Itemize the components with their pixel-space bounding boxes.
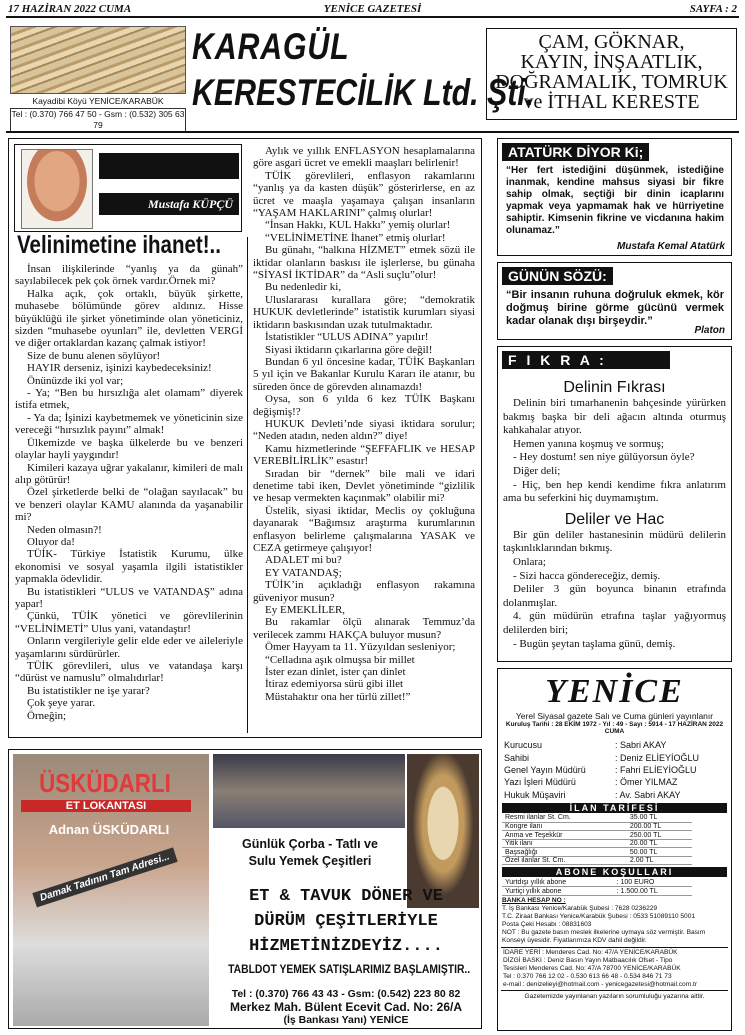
joke-paragraph: Hemen yanına koşmuş ve sormuş; <box>513 437 664 450</box>
fee-row-value: 20.00 TL <box>627 839 692 848</box>
article-paragraph: “İnsan Hakkı, KUL Hakkı” yemiş olurlar! <box>265 219 451 232</box>
article-paragraph: Onların vergileriyle gelir elde eder ve aileleriyle yaşamlarını sürdürürler. <box>15 635 243 660</box>
column-article <box>8 138 482 738</box>
article-paragraph: Bu rakamlar ölçü alınarak Temmuz’da verilecek zammı HAKÇA buluyor musun? <box>253 616 475 641</box>
ad-brand-line1: KARAGÜL <box>192 26 350 67</box>
contact-line: İDARE YERİ : Menderes Cad. No: 47/A YENİCE/KARABÜK <box>503 948 678 956</box>
fee-row-value: 2.00 TL <box>627 856 692 865</box>
contact-info <box>501 947 728 991</box>
joke-title-1: Delinin Fıkrası <box>563 379 666 396</box>
bank-line: T. İş Bankası Yenice/Karabük Şubesi : 7628 0236229 <box>502 904 658 912</box>
restaurant-advertisement <box>8 749 482 1029</box>
article-paragraph: TÜİK- Türkiye İstatistik Kurumu, ülke ekonomisi ve sosyal yaşamla ilgili istatistikler yapmakla ödevlidir. <box>15 548 243 586</box>
article-paragraph: Uluslararası kurallara göre; “demokratik HUKUK devletlerinde” istatistik kurumları siyasi iktidarın baskısından uzak tutulmaktadır. <box>253 293 475 331</box>
contact-line: Tel : 0.370 766 12 02 - 0.530 613 66 48 - 0.534 846 71 73 <box>503 972 672 980</box>
restaurant-photo-2 <box>213 754 405 828</box>
staff-row <box>502 764 727 776</box>
article-paragraph: Üstelik, siyasi iktidar, Meclis oy çokluğuna dayanarak “Bağımsız araştırma kurumlarının enflasyon belirleme çalışmalarına YASAK ve CEZA getirmeye çalışıyor! <box>253 504 475 554</box>
divider <box>6 131 739 133</box>
fee-row-value: 50.00 TL <box>627 848 692 857</box>
article-paragraph: Aylık ve yıllık ENFLASYON hesaplamalarına göre asgari ücret ve emekli maaşları belirlenir! <box>253 145 475 170</box>
issue-date: 17 HAZİRAN 2022 CUMA <box>8 3 132 15</box>
author-photo <box>21 149 93 229</box>
subscription-row <box>502 878 692 887</box>
fee-row-label: Resmi ilanlar St. Cm. <box>502 814 627 823</box>
fee-row <box>502 814 692 823</box>
article-paragraph: Bundan 6 yıl öncesine kadar, TÜİK Başkanları 5 yıl için ve Bakanlar Kurulu Kararı ile atanır, bu süreden önce de görevden alınamazdı! <box>253 355 475 393</box>
article-paragraph: Siyasi iktidarın çıkarlarına göre değil! <box>265 343 433 356</box>
masthead-footer: Gazetemizde yayınlanan yazıların sorumluluğu yazarına aittir. <box>524 992 705 1000</box>
fee-row-label: Başsağlığı <box>502 848 627 857</box>
staff-row-label: Genel Yayın Müdürü <box>504 764 586 775</box>
bank-title: BANKA HESAP NO : <box>502 896 566 904</box>
bank-line: NOT : Bu gazete basın meslek ilkelerine uymaya söz vermiştir. Basım Konseyi üyesidir. Fiyatlarımıza KDV dahil değildir. <box>502 928 706 944</box>
fee-row <box>502 848 692 857</box>
contact-line: e-mail : denizelieyi@hotmail.com - yenicegazetesi@hotmail.com.tr <box>503 980 698 988</box>
staff-row <box>502 751 727 763</box>
bank-accounts <box>498 905 731 945</box>
article-paragraph: Kimileri kazaya uğrar yakalanır, kimileri de malı alıp götürür! <box>15 461 243 486</box>
article-paragraph: Halka açık, çok ortaklı, büyük şirkette, muhasebe bölümünde görev aldınız. Hisse büyüklüğü ile şirket yönetiminde olan yöneticiniz, sizden “muhasebe oyunları” ile, devletten VERGİ ve diğer ortaklardan kazanç çalmak istiyor! <box>15 287 243 350</box>
joke-paragraph: - Bugün şeytan taşlama günü, demiş. <box>513 637 676 650</box>
article-paragraph: Bu nedenledir ki, <box>265 281 342 294</box>
article-paragraph: - Ya; “Ben bu hırsızlığa alet olamam” diyerek istifa etmek, <box>15 387 243 412</box>
tabldot-text: TABLDOT YEMEK SATIŞLARIMIZ BAŞLAMIŞTIR.. <box>228 964 471 976</box>
subscription-row-value: : 1.500.00 TL <box>614 887 692 896</box>
restaurant-logo: ÜSKÜDARLI <box>39 768 171 798</box>
article-paragraph: İster ezan dinlet, ister çan dinlet <box>265 666 406 679</box>
article-paragraph: Bu istatistikleri “ULUS ve VATANDAŞ” adına yapar! <box>15 585 243 610</box>
article-paragraph: Neden olmasın?! <box>27 523 102 536</box>
staff-row-label: Hukuk Müşaviri <box>504 789 566 800</box>
menu-line-1: Günlük Çorba - Tatlı ve <box>242 837 378 851</box>
masthead-issue-info: Kuruluş Tarihi : 28 EKİM 1972 - Yıl : 49 - Sayı : 5914 - 17 HAZİRAN 2022 CUMA <box>505 721 724 735</box>
staff-row-value: : Av. Sabri AKAY <box>614 789 681 800</box>
subscription-row <box>502 887 692 896</box>
ad-product-line: ve İTHAL KERESTE <box>523 91 700 113</box>
fee-row <box>502 856 692 865</box>
ataturk-author: Mustafa Kemal Atatürk <box>617 241 725 252</box>
subscription-title: ABONE KOŞULLARI <box>502 867 727 877</box>
staff-table <box>502 739 727 801</box>
staff-row <box>502 739 727 751</box>
big-line-3: HİZMETİNİZDEYİZ.... <box>249 937 443 956</box>
ad-fees-table <box>502 814 692 866</box>
author-byline <box>14 144 242 232</box>
article-paragraph: Size de bunu alenen söylüyor! <box>27 349 161 362</box>
staff-row-value: : Sabri AKAY <box>614 740 667 751</box>
article-paragraph: Örneğin; <box>27 709 67 722</box>
fee-row-value: 250.00 TL <box>627 831 692 840</box>
article-paragraph: Oluyor da! <box>27 535 75 548</box>
subscription-row-label: Yurtdışı yıllık abone <box>502 878 614 887</box>
joke-paragraph: Deliler 3 gün boyunca binanın etrafında dolanmışlar. <box>503 583 726 609</box>
ad-fees-title: İLAN TARİFESİ <box>502 803 727 813</box>
fee-row <box>502 831 692 840</box>
article-paragraph: HAYIR derseniz, işinizi kaybedeceksiniz! <box>27 362 212 375</box>
restaurant-address: Merkez Mah. Bülent Ecevit Cad. No: 26/A <box>229 1000 463 1014</box>
joke-paragraph: Bir gün deliler hastanesinin müdürü delilerin taşkınlıklarından bıkmış. <box>503 528 726 555</box>
big-line-2: DÜRÜM ÇEŞİTLERİYLE <box>254 912 438 931</box>
staff-row-label: Yazı İşleri Müdürü <box>504 777 576 788</box>
menu-line-2: Sulu Yemek Çeşitleri <box>248 854 372 868</box>
contact-line: DİZGİ BASKI : Deniz Basın Yayın Matbaacılık Ofset - Tipo <box>503 956 673 964</box>
fee-row <box>502 839 692 848</box>
subscription-table <box>502 878 692 896</box>
bank-line: Posta Çeki Hesabı : 08831603 <box>502 920 592 928</box>
joke-title-2: Deliler ve Hac <box>564 510 665 528</box>
restaurant-contact <box>215 988 477 1027</box>
big-line-1: ET & TAVUK DÖNER VE <box>249 887 443 906</box>
joke-text-1 <box>498 397 731 506</box>
bank-line: T.C. Ziraat Bankası Yenice/Karabük Şubesi : 0533 51089110 5001 <box>502 912 696 920</box>
article-paragraph: Çok şeye yarar. <box>27 697 96 710</box>
ataturk-tag: ATATÜRK DİYOR Ki; <box>502 143 649 161</box>
author-name: Mustafa KÜPÇÜ <box>99 193 239 215</box>
ad-address: Kayadibi Köyü YENİCE/KARABÜK <box>32 96 164 106</box>
column-divider <box>247 237 248 733</box>
staff-row-value: : Fahri ELİEYİOĞLU <box>614 764 697 775</box>
byline-bar <box>99 153 239 179</box>
fee-row <box>502 822 692 831</box>
article-paragraph: TÜİK’in açıkladığı enflasyon rakamına güveniyor musun? <box>253 579 475 604</box>
article-paragraph: Oysa, son 6 yılda 6 kez TÜİK Başkanı değişmiş!? <box>253 393 475 418</box>
page-header-bar <box>6 2 739 18</box>
staff-row-label: Kurucusu <box>504 740 543 751</box>
article-column-2 <box>253 145 475 703</box>
newspaper-name: YENİCE GAZETESİ <box>323 3 422 15</box>
quote-of-the-day-box <box>497 262 732 340</box>
article-paragraph: Özel şirketlerde belki de “olağan sayılacak” bu ve benzeri olaylar KAMU alanında da yaşanabilir mi? <box>15 486 243 524</box>
article-paragraph: Ömer Hayyam ta 11. Yüzyıldan sesleniyor; <box>265 641 456 654</box>
restaurant-menu-text <box>215 836 405 870</box>
article-paragraph: Ülkemizde ve başka ülkelerde bu ve benzeri olaylar hayli yaygındır! <box>15 436 243 462</box>
quote-day-tag: GÜNÜN SÖZÜ: <box>502 267 613 285</box>
article-paragraph: Müstahaktır ona her türlü zillet!” <box>265 690 411 703</box>
restaurant-owner: Adnan ÜSKÜDARLI <box>48 822 170 837</box>
staff-row <box>502 776 727 788</box>
contact-line: Tesisleri Menderes Cad. No: 47/A 78700 YENİCE/KARABÜK <box>503 964 681 972</box>
masthead-subtitle: Yerel Siyasal gazete Salı ve Cuma günleri yayınlanır <box>515 711 714 721</box>
article-paragraph: İnsan ilişkilerinde “yanlış ya da günah” sayılabilecek pek çok örnek vardır.Örnek mi? <box>15 263 243 288</box>
article-paragraph: TÜİK görevlileri, enflasyon rakamlarını “yanlış ya da kasten düşük” gösterirlerse, en az ücret ve maaşla yaşamaya çalışan insanların “YAŞAM HAKLARINI” çalmış olurlar! <box>253 169 475 220</box>
ad-phone: Tel : (0.370) 766 47 50 - Gsm : (0.532) 305 63 79 <box>11 109 185 130</box>
joke-paragraph: Diğer deli; <box>513 464 561 477</box>
staff-row-value: : Deniz ELİEYİOĞLU <box>614 752 700 763</box>
joke-text-2 <box>498 529 731 651</box>
restaurant-big-text <box>215 884 477 959</box>
article-paragraph: Önünüzde iki yol var; <box>27 374 124 387</box>
article-paragraph: Çünkü, TÜİK yönetici ve görevlilerinin “VELİNİMETİ” Ulus yani, vatandaştır! <box>15 610 243 635</box>
fee-row-value: 200.00 TL <box>627 822 692 831</box>
ad-product-line: ÇAM, GÖKNAR, <box>538 31 685 53</box>
ad-products-box <box>486 28 737 120</box>
joke-tag: F I K R A : <box>502 351 670 369</box>
joke-paragraph: - Hey dostum! sen niye gülüyorsun öyle? <box>513 451 695 464</box>
ad-address-block <box>10 96 186 132</box>
fee-row-label: Anma ve Teşekkür <box>502 831 627 840</box>
article-paragraph: “VELİNİMETİNE İhanet” etmiş olurlar! <box>265 231 446 244</box>
ad-brand <box>192 26 535 114</box>
subscription-row-value: : 100 EURO <box>614 878 692 887</box>
subscription-row-label: Yurtiçi yıllık abone <box>502 887 614 896</box>
joke-paragraph: - Sizi hacca göndereceğiz, demiş. <box>513 569 661 582</box>
article-paragraph: Ey EMEKLİLER, <box>265 604 346 617</box>
newspaper-masthead-box <box>497 668 732 1031</box>
fee-row-label: Özel ilanlar St. Cm. <box>502 856 627 865</box>
article-paragraph: “Celladına aşık olmuşsa bir millet <box>265 653 415 666</box>
joke-paragraph: Onlara; <box>513 555 546 568</box>
joke-box <box>497 346 732 662</box>
masthead-logo: YENİCE <box>545 673 684 710</box>
lumber-photo <box>10 26 186 94</box>
restaurant-note: (İş Bankası Yanı) YENİCE <box>283 1014 409 1026</box>
restaurant-phone: Tel : (0.370) 766 43 43 - Gsm: (0.542) 223 80 82 <box>231 988 461 1000</box>
ataturk-quote: “Her fert istediğini düşünmek, istediğine inanmak, kendine mahsus siyasi bir fikre sahip olmak, seçtiği bir dinin icaplarını yapmak veya yapmamak hak ve hürriyetine sahiptir. Kimsenin fikrine ve vicdanına hakim olunamaz.” <box>506 165 724 236</box>
joke-paragraph: Delinin biri tımarhanenin bahçesinde yürürken bakmış başka bir deli ağacın altında oturmuş kahkahalar atıyor. <box>503 397 726 437</box>
article-paragraph: EY VATANDAŞ; <box>265 566 342 579</box>
fee-row-value: 35.00 TL <box>627 814 692 823</box>
article-paragraph: ADALET mi bu? <box>265 554 342 567</box>
article-column-1 <box>15 263 243 722</box>
article-paragraph: Bu istatistikler ne işe yarar? <box>27 684 150 697</box>
article-paragraph: Kamu hizmetlerinde “ŞEFFAFLIK ve HESAP VEREBİLİRLİK” esastır! <box>253 442 475 468</box>
article-paragraph: TÜİK görevlileri, ulus ve vatandaşa karşı “dürüst ve namuslu” olmalıdırlar! <box>15 660 243 685</box>
article-headline: Velinimetine ihanet!.. <box>17 231 221 259</box>
ad-brand-line2: KERESTECİLİK Ltd. Şti. <box>192 72 535 113</box>
ataturk-quote-box <box>497 138 732 256</box>
page-number: SAYFA : 2 <box>689 3 737 15</box>
article-paragraph: İstatistikler “ULUS ADINA” yapılır! <box>265 331 429 344</box>
article-paragraph: - Ya da; İşinizi kaybetmemek ve yöneticinin size vereceği “hırsızlık payını” almak! <box>15 411 243 437</box>
article-paragraph: İtiraz edemiyorsa sürü gibi illet <box>265 678 404 691</box>
joke-paragraph: - Hiç, ben hep kendi kendime fıkra anlatırım ama bu seferkini hiç duymamıştım. <box>503 478 726 505</box>
restaurant-logo-sub: ET LOKANTASI <box>21 800 191 812</box>
staff-row-label: Sahibi <box>504 752 530 763</box>
article-paragraph: Bu günahı, “halkına HİZMET” etmek sözü ile iktidar olanların baskısı ile işlerlerse, bu günaha “SİYASİ İKTİDAR” da “Asli suçlu”olur! <box>253 244 475 282</box>
ad-product-line: KAYIN, İNŞAATLIK, <box>520 51 703 73</box>
ad-product-line: DOĞRAMALIK, TOMRUK <box>495 71 728 93</box>
article-paragraph: HUKUK Devleti’nde siyasi iktidara sorulur; “Neden atadın, neden aldın?” diye! <box>253 417 475 443</box>
staff-row <box>502 789 727 801</box>
staff-row-value: : Ömer YILMAZ <box>614 777 678 788</box>
header-advertisement <box>6 22 739 128</box>
joke-paragraph: 4. gün müdürün etrafına taşlar yağıyormuş delilerden biri; <box>503 610 726 636</box>
quote-day-author: Platon <box>694 325 725 336</box>
article-paragraph: Sıradan bir “dernek” bile mali ve idari denetime tabi iken, Devlet yönetiminde “gizlilik ve hesap vermekten kaçınmak” olabilir mi? <box>253 467 475 505</box>
fee-row-label: Kongre ilanı <box>502 822 627 831</box>
fee-row-label: Yitik ilanı <box>502 839 627 848</box>
restaurant-slogan: Damak Tadının Tam Adresi... <box>32 848 177 908</box>
quote-day-text: “Bir insanın ruhuna doğruluk ekmek, kör doğmuş birine görme gücünü vermek kadar olanak dışı birşeydir.” <box>506 289 724 327</box>
